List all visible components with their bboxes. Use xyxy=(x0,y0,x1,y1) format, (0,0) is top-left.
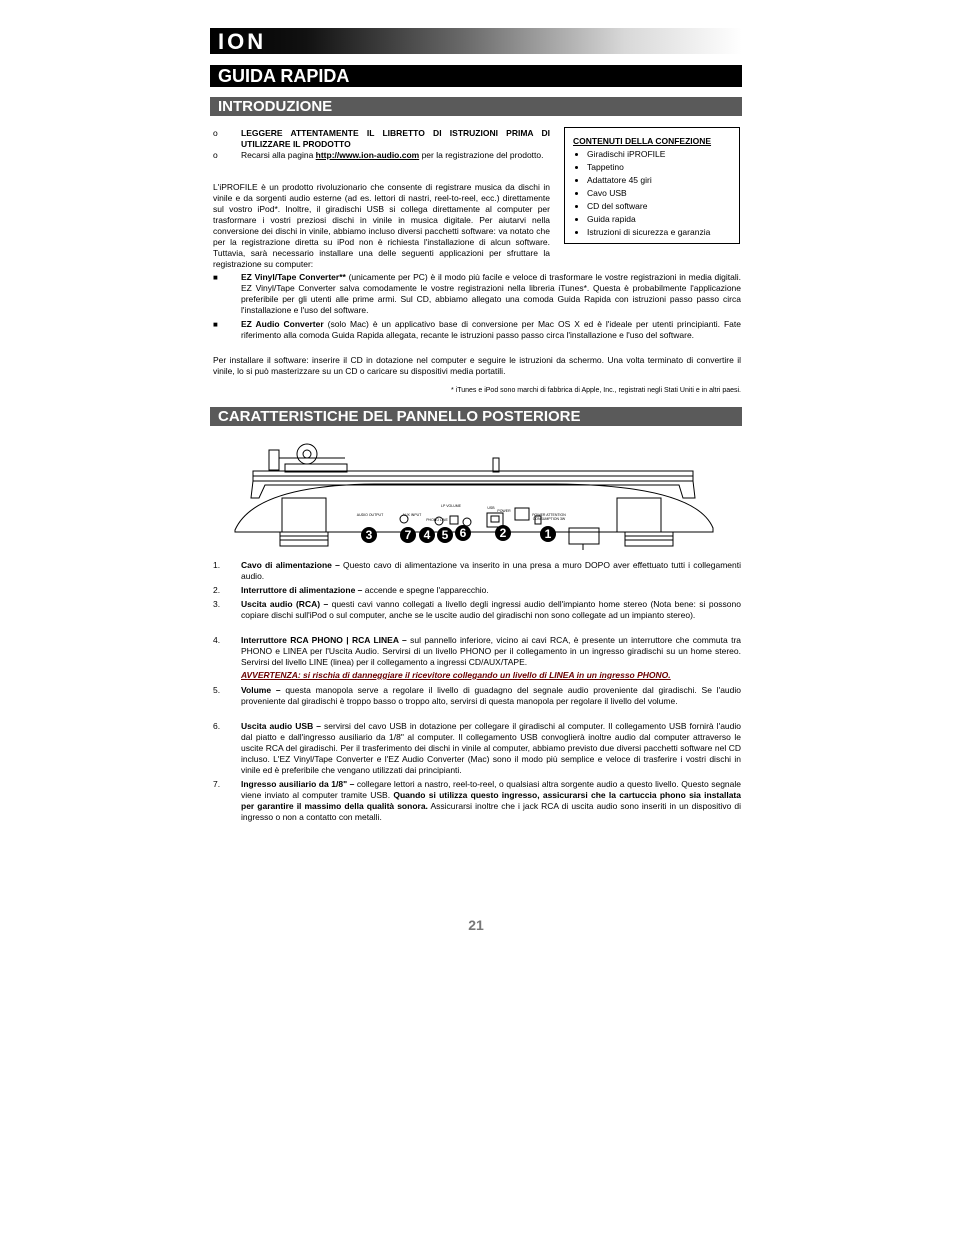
label-power: POWER xyxy=(497,509,511,513)
rear-panel-heading-bar xyxy=(210,407,742,426)
label-phono-line: PHONO LINE xyxy=(426,518,448,522)
item-tail-text: Assicurarsi inoltre che i jack RCA di uscita audio sono inseriti in un dispositivo di ingresso o non a contatto con metalli. xyxy=(241,801,742,822)
callout-1: 1 xyxy=(540,526,556,542)
callout-3: 3 xyxy=(361,527,377,543)
item-number: 1. xyxy=(213,560,221,570)
item-number: 2. xyxy=(213,585,221,595)
item-text: questa manopola serve a regolare il livello di guadagno del segnale audio proveniente dal giradischi. Se l'audio proveniente dal giradischi è troppo basso o troppo alto, servirsi di questa manopola per regolare il livello del volume. xyxy=(241,685,741,706)
bullet-2-post: per la registrazione del prodotto. xyxy=(419,150,544,160)
item-number: 6. xyxy=(213,721,221,731)
item-text: accende e spegne l'apparecchio. xyxy=(362,585,489,595)
page-number: 21 xyxy=(468,917,484,933)
rear-panel-diagram xyxy=(225,440,725,555)
callout-2: 2 xyxy=(495,525,511,541)
intro-heading-bar xyxy=(210,97,742,116)
sw1-name: EZ Vinyl/Tape Converter** xyxy=(241,272,346,282)
item-title: Interruttore RCA PHONO | RCA LINEA – xyxy=(241,635,407,645)
list-item xyxy=(241,585,741,596)
list-item xyxy=(241,599,741,621)
sw2-name: EZ Audio Converter xyxy=(241,319,324,329)
list-item: • Cavo USB xyxy=(587,187,710,200)
label-power-cable: POWER ATTENTION CONSUMPTION 3W xyxy=(532,513,566,521)
logo-bar xyxy=(210,28,742,54)
software-item-2 xyxy=(241,319,741,341)
circle-bullet-1: o xyxy=(213,128,218,138)
item-text: sul pannello inferiore, vicino ai cavi RCA, è presente un interruttore che commuta tra PHONO e LINEA per l'Uscita Audio. Servirsi di un livello PHONO per il collegamento in un ingresso giradischi su un home stereo. Servirsi del livello LINE (linea) per il collegamento a ingressi CD/AUX/TAPE. xyxy=(241,635,741,667)
item-title: Interruttore di alimentazione – xyxy=(241,585,363,595)
callout-4: 4 xyxy=(419,527,435,543)
list-item: • CD del software xyxy=(587,200,710,213)
list-item xyxy=(241,635,741,668)
warning-text: AVVERTENZA: si rischia di danneggiare il ricevitore collegando un livello di LINEA in un ingresso PHONO. xyxy=(241,670,671,680)
item-number: 3. xyxy=(213,599,221,609)
ion-audio-link[interactable]: http://www.ion-audio.com xyxy=(315,150,420,160)
install-paragraph: Per installare il software: inserire il CD in dotazione nel computer e seguire le istruzioni da schermo. Una volta terminato di convertire il vinile, lo si può masterizzare su un CD o caricare su dispositivi media portatili. xyxy=(213,355,741,376)
item-text: Questo cavo di alimentazione va inserito in una presa a muro DOPO aver effettuato tutti i collegamenti audio. xyxy=(241,560,741,581)
item-title: Uscita audio (RCA) – xyxy=(241,599,329,609)
item-title: Ingresso ausiliario da 1/8" – xyxy=(241,779,355,789)
label-aux-input: AUX INPUT xyxy=(402,513,422,517)
list-item: • Tappetino xyxy=(587,161,710,174)
list-item: • Istruzioni di sicurezza e garanzia xyxy=(587,226,710,239)
callout-6: 6 xyxy=(455,525,471,541)
label-usb: USB xyxy=(487,506,495,510)
square-bullet-icon: ■ xyxy=(213,320,218,329)
package-contents-list xyxy=(565,148,710,239)
package-contents-heading: CONTENUTI DELLA CONFEZIONE xyxy=(573,136,712,146)
list-item xyxy=(241,721,741,776)
sw2-text: (solo Mac) è un applicativo base di conversione per Mac OS X ed è l'ideale per utenti principianti. Fate riferimento alla comoda Guida Rapida allegata, recante le istruzioni passo passo circa l'installazione e l'uso del software. xyxy=(241,319,741,340)
label-audio-output: AUDIO OUTPUT xyxy=(356,513,384,517)
item-title: Volume – xyxy=(241,685,281,695)
item-title: Uscita audio USB – xyxy=(241,721,321,731)
callout-5: 5 xyxy=(437,527,453,543)
label-level: LP VOLUME xyxy=(441,504,461,508)
item-number: 4. xyxy=(213,635,221,645)
sw1-text: (unicamente per PC) è il modo più facile e veloce di trasformare le vostre registrazioni in media digitali. EZ Vinyl/Tape Converter salva comodamente le vostre registrazioni nella libreria iTunes*. Questa è probabilmente l'applicazione preferibile per gli utenti alle prime armi. Sul CD, abbiamo allegato una comoda Guida Rapida con istruzioni passo passo circa l'installazione e l'uso del software. xyxy=(241,272,741,315)
item-number: 5. xyxy=(213,685,221,695)
item-text: servirsi del cavo USB in dotazione per collegare il giradischi al computer. Il collegamento USB fornirà l'audio dal piatto e dall'ingresso ausiliario da 1/8" al computer. Il collegamento USB convoglierà inoltre audio dal computer attraverso le uscite RCA del giradischi. Per il trasferimento dei dischi in vinile al computer, abbiamo previsto due diversi pacchetti software nel CD incluso. L'EZ Vinyl/Tape Converter e l'EZ Audio Converter (Mac) sono il modo più semplice e veloce di trasferire i vostri dischi in vinile ed è preferibile che vengano utilizzati dai principianti. xyxy=(241,721,741,775)
circle-bullet-2: o xyxy=(213,150,218,160)
item-title: Cavo di alimentazione – xyxy=(241,560,340,570)
list-item: • Adattatore 45 giri xyxy=(587,174,710,187)
bullet-2-pre: Recarsi alla pagina xyxy=(241,150,316,160)
ion-logo: ION xyxy=(218,29,267,54)
software-item-1 xyxy=(241,272,741,316)
intro-bullet-1: LEGGERE ATTENTAMENTE IL LIBRETTO DI ISTRUZIONI PRIMA DI UTILIZZARE IL PRODOTTO xyxy=(241,128,550,149)
page-title: GUIDA RAPIDA xyxy=(218,66,350,86)
package-contents-box xyxy=(564,127,740,244)
trademark-footnote: * iTunes e iPod sono marchi di fabbrica di Apple, Inc., registrati negli Stati Uniti e in altri paesi. xyxy=(451,387,741,394)
item-text: questi cavi vanno collegati a livello degli ingressi audio dell'impianto home stereo (Nota bene: si possono copiare dischi sull'iPod o sul computer, anche se le uscite audio del giradischi non sono collegate ad un impianto stereo). xyxy=(241,599,741,620)
list-item: • Guida rapida xyxy=(587,213,710,226)
callout-7: 7 xyxy=(400,527,416,543)
list-item: • Giradischi iPROFILE xyxy=(587,148,710,161)
page-title-bar xyxy=(210,65,742,87)
list-item xyxy=(241,685,741,707)
intro-bullet-2 xyxy=(241,150,550,161)
turntable-rear-drawing xyxy=(225,440,725,555)
list-item xyxy=(241,560,741,582)
square-bullet-icon: ■ xyxy=(213,273,218,282)
intro-heading: INTRODUZIONE xyxy=(218,98,333,115)
list-item xyxy=(241,779,741,823)
item-bold-text: Quando si utilizza questo ingresso, assicurarsi che la cartuccia phono sia installata per garantire il massimo della qualità sonora. xyxy=(241,790,741,811)
item-text: collegare lettori a nastro, reel-to-reel, o qualsiasi altra sorgente audio a questo livello. Questo segnale viene inviato al computer tramite USB. xyxy=(241,779,741,800)
intro-paragraph: L'iPROFILE è un prodotto rivoluzionario che consente di registrare musica da dischi in vinile e da sorgenti audio esterne (ad es. lettori di nastri, reel-to-reel, ecc.) direttamente sul vostro iPod*. Inoltre, il giradischi USB si collega direttamente al computer per trasformare i vostri preziosi dischi in vinile in musica digitale. Per aiutarvi nella conversione dei dischi in vinile, abbiamo incluso diversi pacchetti software: va notato che per la registrazione diretta su iPod non è richiesta l'installazione di alcun software. Tuttavia, sarà necessario installare una delle seguenti applicazioni per sfruttare la registrazione su computer: xyxy=(213,182,550,269)
item-number: 7. xyxy=(213,779,221,789)
rear-panel-heading: CARATTERISTICHE DEL PANNELLO POSTERIORE xyxy=(218,408,581,425)
